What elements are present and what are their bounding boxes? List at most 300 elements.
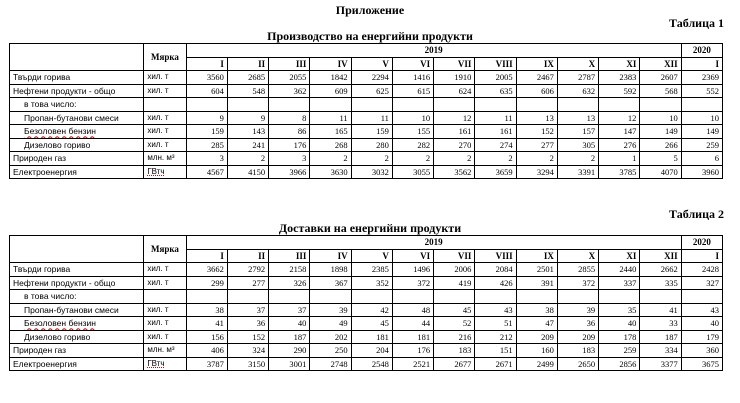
cell-value: 266 <box>640 138 681 152</box>
cell-value: 568 <box>640 84 681 98</box>
cell-value: 326 <box>269 276 310 290</box>
cell-value: 160 <box>516 344 557 358</box>
month-header: VIII <box>475 57 516 71</box>
cell-value: 159 <box>351 125 392 139</box>
cell-value: 2055 <box>269 71 310 85</box>
row-unit-text: хил. т <box>147 277 169 287</box>
cell-value: 282 <box>392 138 433 152</box>
cell-value <box>475 98 516 112</box>
row-unit-text: млн. м³ <box>147 345 175 355</box>
cell-value: 2005 <box>475 71 516 85</box>
cell-value: 13 <box>516 111 557 125</box>
cell-value: 2792 <box>227 263 268 277</box>
cell-value: 11 <box>475 111 516 125</box>
header-row-years <box>10 236 723 250</box>
cell-value: 290 <box>269 344 310 358</box>
cell-value: 606 <box>516 84 557 98</box>
cell-value: 625 <box>351 84 392 98</box>
cell-value: 2 <box>392 152 433 166</box>
cell-value: 152 <box>227 330 268 344</box>
row-unit <box>144 290 186 304</box>
cell-value: 3560 <box>186 71 227 85</box>
cell-value: 86 <box>269 125 310 139</box>
cell-value: 5 <box>640 152 681 166</box>
row-label-text: в това число: <box>24 99 77 110</box>
row-label-text: Пропан-бутанови смеси <box>24 112 119 123</box>
cell-value: 624 <box>434 84 475 98</box>
cell-value: 176 <box>392 344 433 358</box>
cell-value: 187 <box>640 330 681 344</box>
cell-value <box>392 98 433 112</box>
cell-value: 42 <box>351 303 392 317</box>
cell-value: 216 <box>434 330 475 344</box>
cell-value: 41 <box>640 303 681 317</box>
cell-value: 45 <box>434 303 475 317</box>
cell-value: 268 <box>310 138 351 152</box>
table-row <box>10 303 723 317</box>
cell-value: 250 <box>310 344 351 358</box>
cell-value: 181 <box>351 330 392 344</box>
month-header: VII <box>434 249 475 263</box>
row-unit-text: ГВтч <box>147 358 165 368</box>
row-unit <box>144 330 186 344</box>
cell-value: 2440 <box>599 263 640 277</box>
cell-value: 372 <box>392 276 433 290</box>
row-label <box>10 344 144 358</box>
table-row <box>10 344 723 358</box>
cell-value: 33 <box>640 317 681 331</box>
row-unit-text: хил. т <box>147 126 169 136</box>
cell-value: 241 <box>227 138 268 152</box>
row-unit <box>144 263 186 277</box>
cell-value: 1898 <box>310 263 351 277</box>
row-label-text: Безоловен бензин <box>24 318 96 329</box>
cell-value: 1910 <box>434 71 475 85</box>
table-row <box>10 84 723 98</box>
cell-value: 45 <box>351 317 392 331</box>
month-header: VI <box>392 249 433 263</box>
row-label <box>10 290 144 304</box>
month-header: XI <box>599 57 640 71</box>
cell-value: 2607 <box>640 71 681 85</box>
cell-value: 2856 <box>599 357 640 371</box>
table-row <box>10 138 723 152</box>
cell-value: 277 <box>516 138 557 152</box>
row-label <box>10 98 144 112</box>
cell-value: 202 <box>310 330 351 344</box>
row-label-text: Безоловен бензин <box>24 126 96 137</box>
unit-header: Мярка <box>144 236 186 263</box>
row-label <box>10 303 144 317</box>
cell-value: 2 <box>227 152 268 166</box>
cell-value: 2383 <box>599 71 640 85</box>
cell-value: 156 <box>186 330 227 344</box>
cell-value: 3 <box>269 152 310 166</box>
cell-value <box>310 98 351 112</box>
cell-value: 10 <box>640 111 681 125</box>
cell-value: 41 <box>186 317 227 331</box>
cell-value: 277 <box>227 276 268 290</box>
cell-value: 299 <box>186 276 227 290</box>
table-2-title: Доставки на енергийни продукти <box>278 221 462 235</box>
cell-value: 2501 <box>516 263 557 277</box>
cell-value: 3785 <box>599 165 640 179</box>
cell-value: 615 <box>392 84 433 98</box>
cell-value <box>640 290 681 304</box>
row-unit <box>144 111 186 125</box>
year-header-next: 2020 <box>681 44 722 58</box>
cell-value: 3055 <box>392 165 433 179</box>
row-unit-text: хил. т <box>147 139 169 149</box>
cell-value: 147 <box>599 125 640 139</box>
cell-value: 157 <box>557 125 598 139</box>
cell-value <box>186 98 227 112</box>
row-unit <box>144 125 186 139</box>
cell-value: 51 <box>475 317 516 331</box>
appendix-title: Приложение <box>335 3 405 17</box>
table-row <box>10 111 723 125</box>
cell-value <box>186 290 227 304</box>
cell-value: 3787 <box>186 357 227 371</box>
month-header: VII <box>434 57 475 71</box>
header-row-years <box>10 44 723 58</box>
cell-value: 548 <box>227 84 268 98</box>
row-label-text: Природен газ <box>13 345 67 356</box>
cell-value: 165 <box>310 125 351 139</box>
row-label-text: Природен газ <box>13 153 67 164</box>
cell-value: 161 <box>434 125 475 139</box>
cell-value: 2677 <box>434 357 475 371</box>
cell-value: 161 <box>475 125 516 139</box>
cell-value <box>351 290 392 304</box>
cell-value: 37 <box>269 303 310 317</box>
row-label-text: Дизелово гориво <box>24 331 91 342</box>
cell-value-next: 3960 <box>681 165 722 179</box>
row-label <box>10 330 144 344</box>
row-label <box>10 111 144 125</box>
cell-value: 178 <box>599 330 640 344</box>
cell-value <box>227 98 268 112</box>
row-label <box>10 125 144 139</box>
cell-value: 324 <box>227 344 268 358</box>
cell-value: 352 <box>351 276 392 290</box>
cell-value-next: 6 <box>681 152 722 166</box>
row-unit <box>144 303 186 317</box>
month-header: VIII <box>475 249 516 263</box>
cell-value: 187 <box>269 330 310 344</box>
cell-value-next: 2369 <box>681 71 722 85</box>
cell-value: 335 <box>640 276 681 290</box>
cell-value <box>392 290 433 304</box>
month-header: I <box>186 249 227 263</box>
row-unit-text: хил. т <box>147 85 169 95</box>
cell-value: 11 <box>351 111 392 125</box>
month-header: IX <box>516 249 557 263</box>
cell-value: 38 <box>516 303 557 317</box>
row-unit <box>144 84 186 98</box>
cell-value: 2685 <box>227 71 268 85</box>
row-label-text: Твърди горива <box>13 264 71 275</box>
month-header-next: I <box>681 249 722 263</box>
cell-value: 632 <box>557 84 598 98</box>
row-unit <box>144 165 186 179</box>
month-header-next: I <box>681 57 722 71</box>
cell-value-next: 552 <box>681 84 722 98</box>
cell-value: 1416 <box>392 71 433 85</box>
table-row <box>10 330 723 344</box>
cell-value-next <box>681 98 722 112</box>
cell-value: 4150 <box>227 165 268 179</box>
cell-value: 3630 <box>310 165 351 179</box>
month-header: IX <box>516 57 557 71</box>
cell-value <box>557 98 598 112</box>
cell-value: 9 <box>227 111 268 125</box>
row-label <box>10 357 144 371</box>
cell-value-next: 327 <box>681 276 722 290</box>
year-header-next: 2020 <box>681 236 722 250</box>
row-unit <box>144 357 186 371</box>
cell-value: 2650 <box>557 357 598 371</box>
row-unit-text: млн. м³ <box>147 153 175 163</box>
table-row <box>10 152 723 166</box>
table-row <box>10 98 723 112</box>
cell-value: 9 <box>186 111 227 125</box>
table-row <box>10 276 723 290</box>
cell-value: 204 <box>351 344 392 358</box>
cell-value: 2 <box>516 152 557 166</box>
cell-value: 276 <box>599 138 640 152</box>
month-header: X <box>557 249 598 263</box>
cell-value: 37 <box>227 303 268 317</box>
cell-value: 4070 <box>640 165 681 179</box>
row-unit-text: хил. т <box>147 72 169 82</box>
cell-value: 2748 <box>310 357 351 371</box>
table-row <box>10 165 723 179</box>
row-label-text: Пропан-бутанови смеси <box>24 304 119 315</box>
cell-value: 2 <box>351 152 392 166</box>
cell-value: 35 <box>599 303 640 317</box>
cell-value: 143 <box>227 125 268 139</box>
month-header: IV <box>310 249 351 263</box>
cell-value <box>269 290 310 304</box>
cell-value: 2855 <box>557 263 598 277</box>
cell-value: 3391 <box>557 165 598 179</box>
cell-value: 159 <box>186 125 227 139</box>
table-1-label: Таблица 1 <box>669 16 724 30</box>
cell-value: 11 <box>310 111 351 125</box>
row-unit <box>144 71 186 85</box>
month-header: XII <box>640 249 681 263</box>
cell-value: 155 <box>392 125 433 139</box>
row-label-text: Електроенергия <box>13 166 77 177</box>
row-label <box>10 263 144 277</box>
cell-value: 3562 <box>434 165 475 179</box>
cell-value: 39 <box>310 303 351 317</box>
row-unit-text: хил. т <box>147 264 169 274</box>
cell-value: 8 <box>269 111 310 125</box>
cell-value <box>640 98 681 112</box>
cell-value: 212 <box>475 330 516 344</box>
row-label <box>10 71 144 85</box>
month-header: VI <box>392 57 433 71</box>
cell-value: 3032 <box>351 165 392 179</box>
cell-value: 3001 <box>269 357 310 371</box>
cell-value: 39 <box>557 303 598 317</box>
month-header: II <box>227 57 268 71</box>
unit-header: Мярка <box>144 44 186 71</box>
cell-value <box>599 98 640 112</box>
cell-value <box>557 290 598 304</box>
row-unit-text: хил. т <box>147 331 169 341</box>
cell-value: 176 <box>269 138 310 152</box>
cell-value: 285 <box>186 138 227 152</box>
cell-value: 2662 <box>640 263 681 277</box>
month-header: III <box>269 249 310 263</box>
cell-value: 280 <box>351 138 392 152</box>
cell-value: 406 <box>186 344 227 358</box>
cell-value: 337 <box>599 276 640 290</box>
cell-value: 592 <box>599 84 640 98</box>
row-label <box>10 152 144 166</box>
cell-value: 209 <box>557 330 598 344</box>
cell-value: 152 <box>516 125 557 139</box>
cell-value <box>516 290 557 304</box>
cell-value: 36 <box>557 317 598 331</box>
cell-value-next: 3675 <box>681 357 722 371</box>
month-header: XI <box>599 249 640 263</box>
cell-value <box>434 98 475 112</box>
row-label <box>10 276 144 290</box>
month-header: V <box>351 249 392 263</box>
cell-value: 43 <box>475 303 516 317</box>
cell-value: 2006 <box>434 263 475 277</box>
cell-value: 3377 <box>640 357 681 371</box>
table-row <box>10 125 723 139</box>
cell-value: 40 <box>599 317 640 331</box>
cell-value: 48 <box>392 303 433 317</box>
cell-value: 38 <box>186 303 227 317</box>
cell-value <box>434 290 475 304</box>
table-2-label: Таблица 2 <box>669 207 724 221</box>
cell-value-next: 259 <box>681 138 722 152</box>
cell-value: 36 <box>227 317 268 331</box>
cell-value: 2 <box>434 152 475 166</box>
cell-value: 391 <box>516 276 557 290</box>
cell-value: 274 <box>475 138 516 152</box>
header-blank <box>10 236 144 263</box>
cell-value-next <box>681 290 722 304</box>
row-label <box>10 84 144 98</box>
cell-value: 209 <box>516 330 557 344</box>
cell-value: 47 <box>516 317 557 331</box>
cell-value: 2 <box>557 152 598 166</box>
row-unit <box>144 276 186 290</box>
month-header: III <box>269 57 310 71</box>
cell-value: 305 <box>557 138 598 152</box>
table-row <box>10 263 723 277</box>
cell-value <box>475 290 516 304</box>
cell-value: 4567 <box>186 165 227 179</box>
cell-value: 259 <box>599 344 640 358</box>
cell-value: 2467 <box>516 71 557 85</box>
row-label-text: Електроенергия <box>13 358 77 369</box>
cell-value: 2499 <box>516 357 557 371</box>
cell-value: 426 <box>475 276 516 290</box>
table-row <box>10 290 723 304</box>
cell-value: 3662 <box>186 263 227 277</box>
table-row <box>10 317 723 331</box>
cell-value: 635 <box>475 84 516 98</box>
cell-value: 2385 <box>351 263 392 277</box>
cell-value-next: 360 <box>681 344 722 358</box>
cell-value: 2548 <box>351 357 392 371</box>
cell-value: 12 <box>599 111 640 125</box>
table-row <box>10 71 723 85</box>
cell-value: 419 <box>434 276 475 290</box>
cell-value <box>269 98 310 112</box>
row-unit-text: хил. т <box>147 318 169 328</box>
cell-value-next: 2428 <box>681 263 722 277</box>
row-label <box>10 165 144 179</box>
cell-value: 609 <box>310 84 351 98</box>
row-unit <box>144 138 186 152</box>
month-header: II <box>227 249 268 263</box>
row-label <box>10 138 144 152</box>
cell-value: 2 <box>475 152 516 166</box>
row-unit <box>144 344 186 358</box>
row-unit-text: хил. т <box>147 304 169 314</box>
cell-value: 2 <box>310 152 351 166</box>
cell-value: 1 <box>599 152 640 166</box>
table-1-title: Производство на енергийни продукти <box>267 29 473 43</box>
cell-value: 2158 <box>269 263 310 277</box>
cell-value: 52 <box>434 317 475 331</box>
header-blank <box>10 44 144 71</box>
cell-value: 604 <box>186 84 227 98</box>
cell-value: 3659 <box>475 165 516 179</box>
month-header: V <box>351 57 392 71</box>
cell-value: 2294 <box>351 71 392 85</box>
year-header-main: 2019 <box>186 236 681 250</box>
cell-value-next: 179 <box>681 330 722 344</box>
cell-value <box>227 290 268 304</box>
month-header: XII <box>640 57 681 71</box>
cell-value-next: 149 <box>681 125 722 139</box>
row-unit-text: хил. т <box>147 112 169 122</box>
cell-value: 12 <box>434 111 475 125</box>
cell-value: 2671 <box>475 357 516 371</box>
deliveries-table <box>9 235 723 371</box>
row-unit <box>144 317 186 331</box>
row-unit <box>144 98 186 112</box>
cell-value: 13 <box>557 111 598 125</box>
cell-value: 1842 <box>310 71 351 85</box>
month-header: X <box>557 57 598 71</box>
month-header: IV <box>310 57 351 71</box>
cell-value: 362 <box>269 84 310 98</box>
cell-value: 149 <box>640 125 681 139</box>
cell-value: 2084 <box>475 263 516 277</box>
table-row <box>10 357 723 371</box>
row-label-text: Дизелово гориво <box>24 139 91 150</box>
cell-value-next: 40 <box>681 317 722 331</box>
cell-value: 49 <box>310 317 351 331</box>
cell-value: 10 <box>392 111 433 125</box>
row-label-text: Нефтени продукти - общо <box>13 277 116 288</box>
cell-value <box>516 98 557 112</box>
row-label-text: в това число: <box>24 291 77 302</box>
cell-value: 3966 <box>269 165 310 179</box>
